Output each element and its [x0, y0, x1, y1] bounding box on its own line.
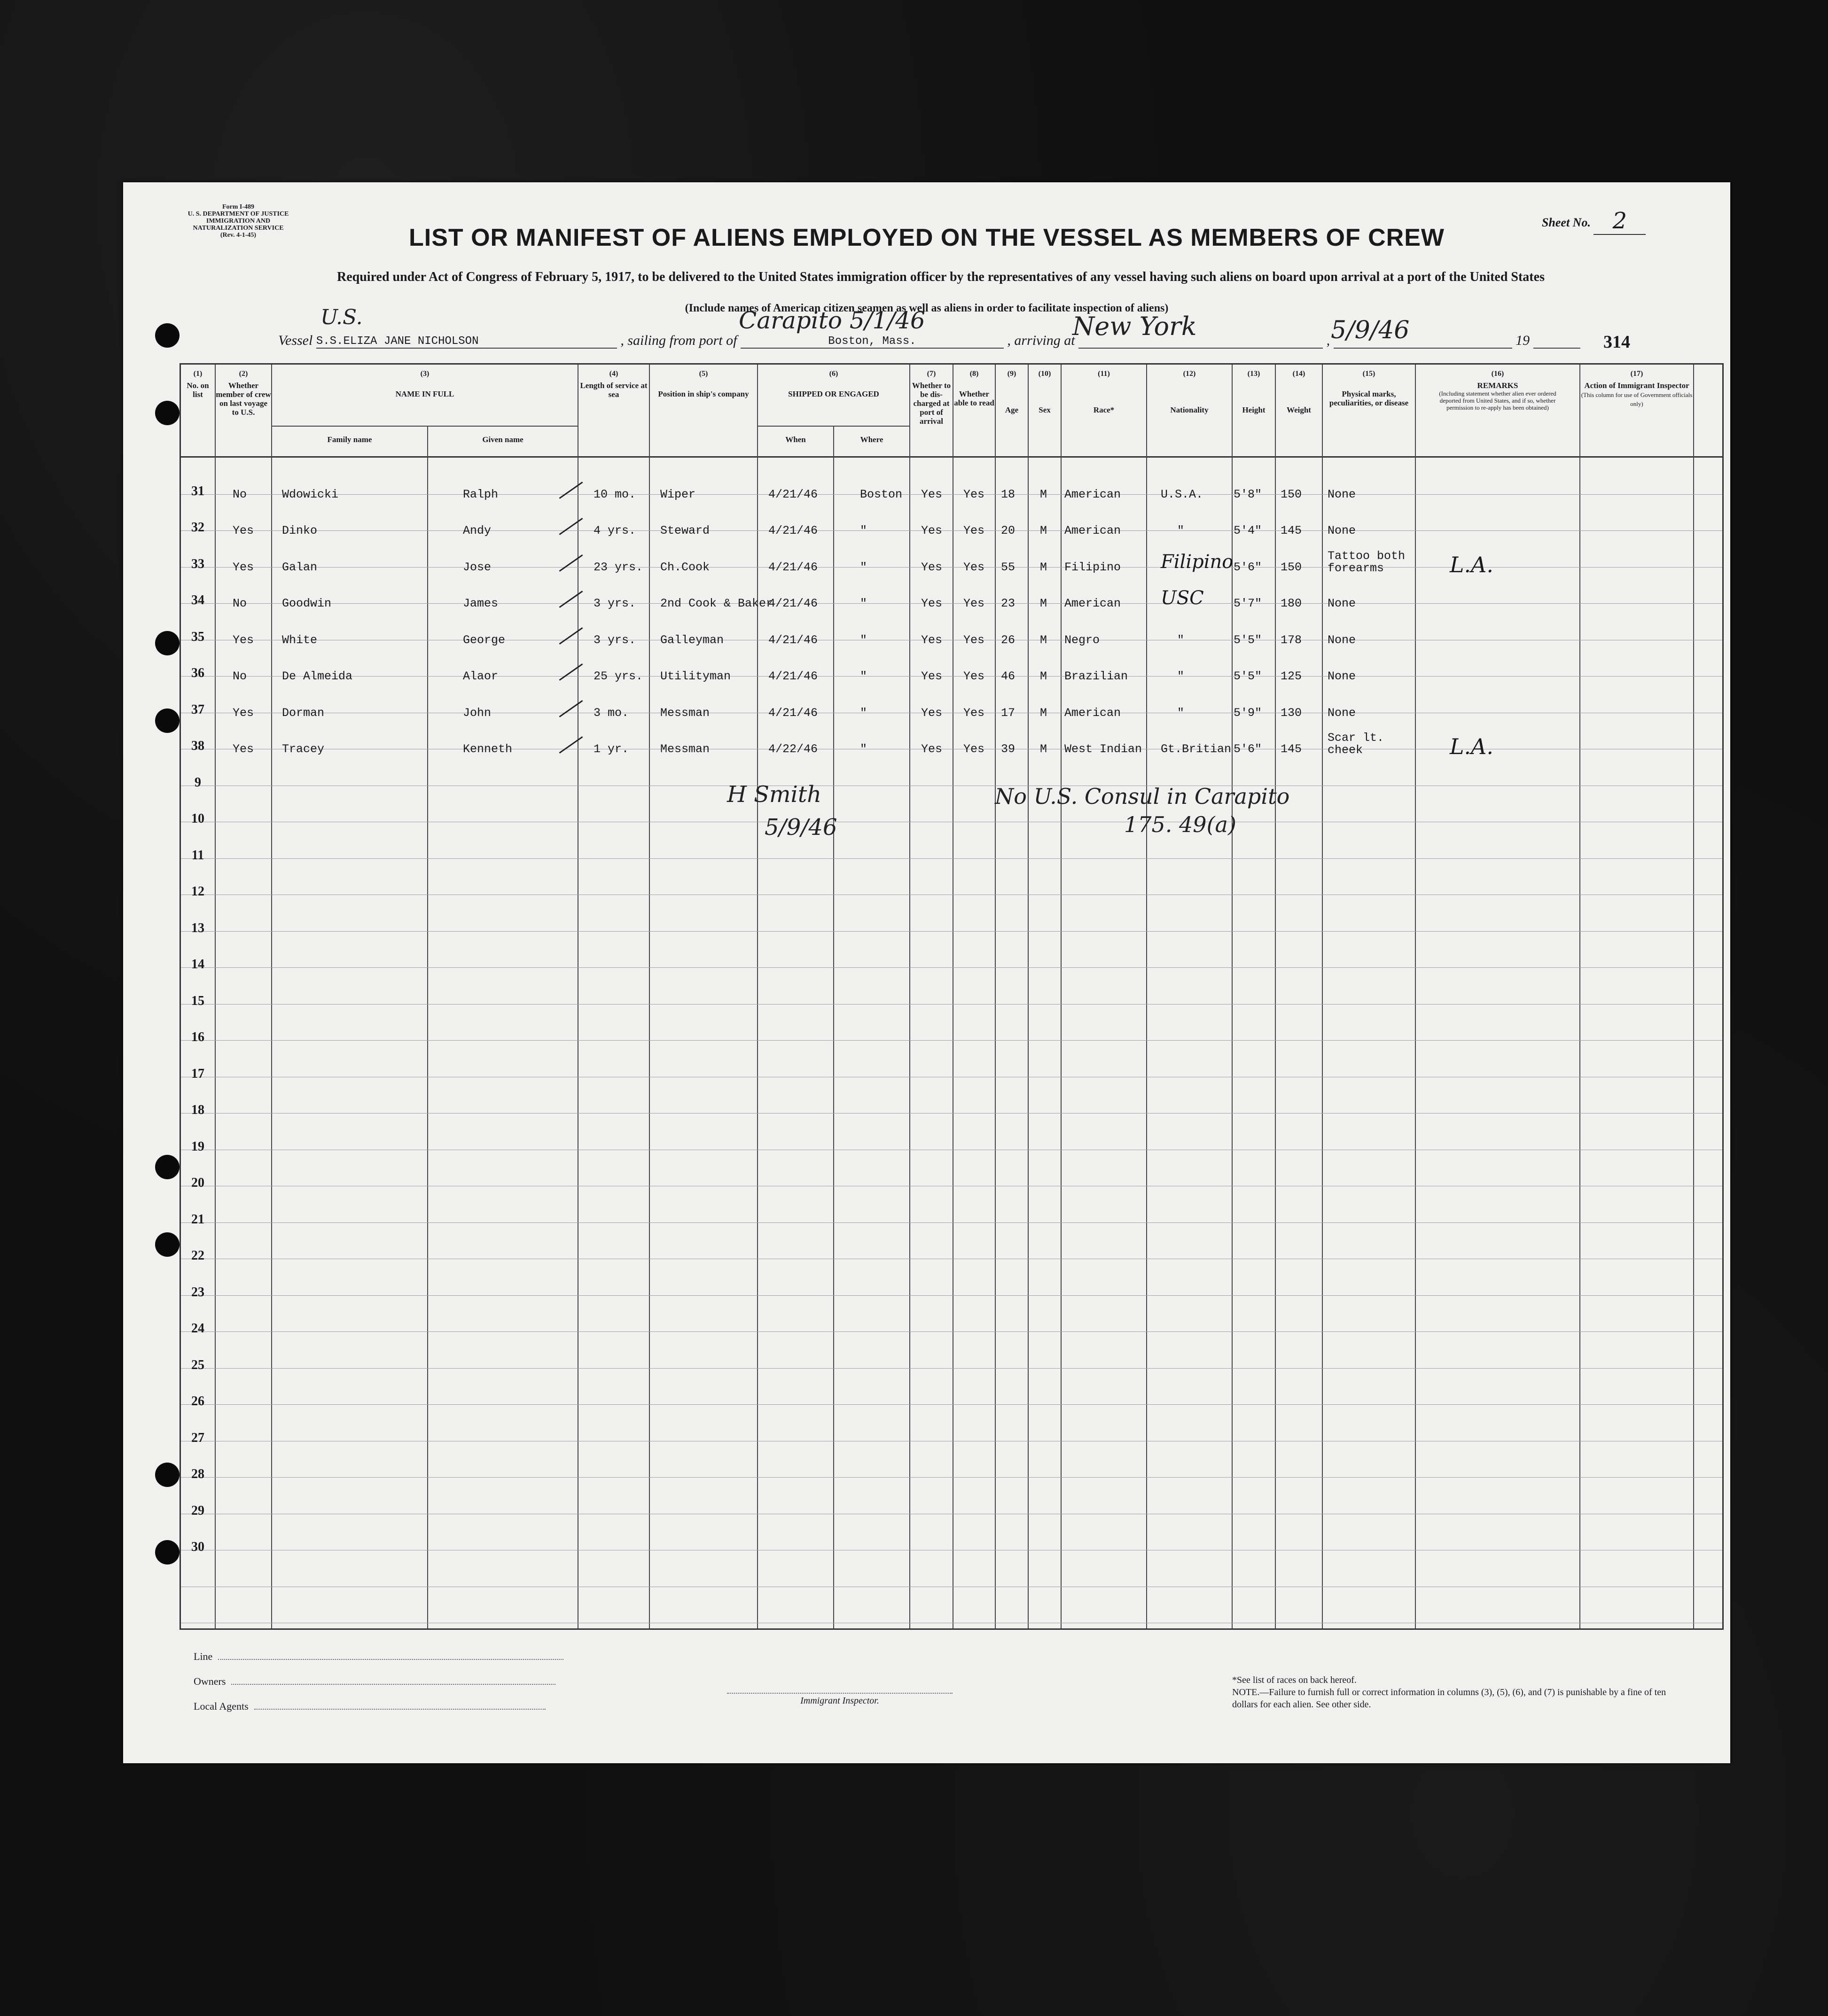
cell-nationality: U.S.A.	[1161, 487, 1203, 501]
cell-age: 55	[1001, 560, 1016, 574]
cell-age: 20	[1001, 524, 1016, 537]
cell-discharged: Yes	[921, 487, 943, 501]
header-physical-marks: (15) Physical marks, peculiarities, or disease	[1329, 370, 1409, 407]
cell-given-name: Ralph	[463, 487, 499, 501]
cell-race: American	[1064, 706, 1121, 720]
cell-physical-marks: Scar lt. cheek	[1328, 731, 1384, 757]
empty-row-number: 13	[191, 920, 204, 935]
punch-hole	[155, 631, 180, 655]
cell-sex: M	[1040, 633, 1047, 647]
punch-hole	[155, 323, 180, 348]
cell-family-name: Dorman	[282, 706, 325, 720]
ruled-line	[181, 1404, 1722, 1405]
empty-row-number: 12	[191, 884, 204, 899]
cell-service: 25 yrs.	[594, 669, 643, 683]
cell-position: Ch.Cook	[660, 560, 710, 574]
sheet-label: Sheet No.	[1541, 216, 1591, 229]
consul-reference: 175. 49(a)	[1124, 812, 1236, 837]
cell-position: Wiper	[660, 487, 696, 501]
arriving-label: , arriving at	[1007, 333, 1075, 348]
header-shipped: (6) SHIPPED OR ENGAGED	[788, 370, 879, 398]
subheader-divider	[757, 426, 909, 427]
arriving-port-handwritten: New York	[1072, 311, 1197, 341]
ruled-line	[181, 931, 1722, 932]
cell-when: 4/21/46	[768, 669, 818, 683]
cell-position: 2nd Cook & Baker	[660, 597, 773, 610]
ruled-line	[181, 494, 1722, 495]
empty-row-number: 17	[191, 1066, 204, 1081]
punch-hole	[155, 401, 180, 425]
cell-last-voyage: No	[233, 597, 247, 610]
cell-when: 4/21/46	[768, 706, 818, 720]
cell-race: Negro	[1064, 633, 1100, 647]
cell-weight: 178	[1281, 633, 1302, 647]
column-divider	[215, 365, 216, 1628]
cell-discharged: Yes	[921, 524, 943, 537]
punch-hole	[155, 1540, 180, 1565]
cell-weight: 130	[1281, 706, 1302, 720]
cell-height: 5'4"	[1234, 524, 1262, 537]
empty-row-number: 28	[191, 1467, 204, 1481]
header-last-voyage: (2) Whether member of crew on last voyage to U.S.	[216, 370, 271, 417]
cell-read: Yes	[963, 633, 985, 647]
empty-row-number: 24	[191, 1321, 204, 1336]
cell-discharged: Yes	[921, 742, 943, 756]
cell-height: 5'9"	[1234, 706, 1262, 720]
column-divider	[1322, 365, 1323, 1628]
cell-where: "	[860, 742, 867, 756]
cell-given-name: Jose	[463, 560, 492, 574]
cell-where: "	[860, 706, 867, 720]
cell-given-name: James	[463, 597, 499, 610]
cell-age: 46	[1001, 669, 1016, 683]
punch-hole	[155, 1463, 180, 1487]
header-remarks: (16) REMARKS (Including statement whether alien ever ordered deported from United States, and if so, whether permission to re-apply has been obtained)	[1439, 370, 1556, 411]
cell-race: Brazilian	[1064, 669, 1128, 683]
cell-family-name: Wdowicki	[282, 487, 339, 501]
cell-last-voyage: Yes	[233, 742, 254, 756]
cell-discharged: Yes	[921, 597, 943, 610]
revision: (Rev. 4-1-45)	[220, 232, 257, 239]
empty-row-number: 14	[191, 957, 204, 972]
cell-service: 10 mo.	[594, 487, 636, 501]
empty-row-number: 16	[191, 1030, 204, 1044]
cell-height: 5'5"	[1234, 633, 1262, 647]
date-handwritten: 5/9/46	[1331, 316, 1410, 344]
cell-physical-marks: None	[1328, 597, 1356, 610]
cell-last-voyage: Yes	[233, 706, 254, 720]
checkmark-icon	[559, 482, 583, 499]
cell-nationality: "	[1177, 669, 1185, 683]
cell-weight: 150	[1281, 560, 1302, 574]
year-label: 19	[1516, 333, 1530, 348]
sheet-value: 2	[1594, 208, 1646, 235]
subheader-divider	[271, 426, 578, 427]
cell-family-name: Tracey	[282, 742, 325, 756]
cell-last-voyage: Yes	[233, 524, 254, 537]
cell-service: 3 yrs.	[594, 633, 636, 647]
cell-position: Messman	[660, 706, 710, 720]
cell-last-voyage: Yes	[233, 633, 254, 647]
cell-discharged: Yes	[921, 706, 943, 720]
empty-row-number: 9	[195, 775, 201, 790]
cell-sex: M	[1040, 524, 1047, 537]
checkmark-icon	[559, 591, 583, 608]
cell-row-number: 31	[191, 483, 204, 498]
cell-where: "	[860, 524, 867, 537]
empty-row-number: 15	[191, 993, 204, 1008]
cell-height: 5'8"	[1234, 487, 1262, 501]
cell-family-name: De Almeida	[282, 669, 353, 683]
cell-given-name: Alaor	[463, 669, 499, 683]
cell-where: "	[860, 669, 867, 683]
cell-discharged: Yes	[921, 669, 943, 683]
cell-nationality: "	[1177, 524, 1185, 537]
consul-note: No U.S. Consul in Carapito	[995, 784, 1290, 809]
header-nationality: (12) Nationality	[1170, 370, 1209, 414]
column-divider	[1693, 365, 1694, 1628]
empty-row-number: 10	[191, 811, 204, 826]
cell-read: Yes	[963, 597, 985, 610]
cell-age: 26	[1001, 633, 1016, 647]
ruled-line	[181, 603, 1722, 604]
punch-hole	[155, 1232, 180, 1257]
column-divider	[995, 365, 996, 1628]
ruled-line	[181, 1040, 1722, 1041]
column-divider	[1275, 365, 1276, 1628]
cell-age: 39	[1001, 742, 1016, 756]
cell-weight: 125	[1281, 669, 1302, 683]
cell-read: Yes	[963, 487, 985, 501]
empty-row-number: 21	[191, 1212, 204, 1227]
header-race: (11) Race*	[1093, 370, 1115, 414]
footer-note	[1232, 1674, 1693, 1711]
vessel-field	[316, 332, 617, 349]
empty-row-number: 29	[191, 1503, 204, 1518]
header-name: (3) NAME IN FULL	[395, 370, 454, 398]
cell-age: 23	[1001, 597, 1016, 610]
cell-service: 4 yrs.	[594, 524, 636, 537]
cell-row-number: 32	[191, 520, 204, 535]
cell-last-voyage: No	[233, 487, 247, 501]
cell-row-number: 37	[191, 702, 204, 717]
checkmark-icon	[559, 518, 583, 535]
cell-weight: 145	[1281, 742, 1302, 756]
cell-sex: M	[1040, 742, 1047, 756]
cell-race: West Indian	[1064, 742, 1142, 756]
cell-sex: M	[1040, 487, 1047, 501]
sailing-port: Boston, Mass.	[828, 335, 916, 348]
header-where: Where	[860, 435, 883, 444]
header-age: (9) Age	[1005, 370, 1019, 414]
sailing-handwritten: Carapito 5/1/46	[739, 307, 925, 334]
cell-sex: M	[1040, 669, 1047, 683]
column-divider	[1146, 365, 1147, 1628]
inspector-signature: H Smith	[727, 781, 822, 808]
year-field	[1533, 332, 1580, 349]
empty-row-number: 19	[191, 1139, 204, 1154]
cell-remarks: L.A.	[1450, 552, 1494, 577]
cell-physical-marks: None	[1328, 524, 1356, 537]
empty-row-number: 25	[191, 1357, 204, 1372]
cell-race: American	[1064, 524, 1121, 537]
service-name: IMMIGRATION AND NATURALIZATION SERVICE	[193, 218, 284, 232]
header-when: When	[785, 435, 806, 444]
cell-age: 18	[1001, 487, 1016, 501]
cell-weight: 180	[1281, 597, 1302, 610]
form-number: Form I-489	[222, 203, 255, 210]
punch-hole	[155, 1155, 180, 1179]
empty-row-number: 11	[191, 848, 204, 863]
ruled-line	[181, 530, 1722, 531]
cell-given-name: George	[463, 633, 506, 647]
cell-nationality: "	[1177, 633, 1185, 647]
header-weight: (14) Weight	[1287, 370, 1311, 414]
footer-line: Line	[194, 1650, 563, 1663]
cell-service: 1 yr.	[594, 742, 629, 756]
cell-height: 5'6"	[1234, 742, 1262, 756]
cell-sex: M	[1040, 597, 1047, 610]
empty-row-number: 20	[191, 1175, 204, 1190]
cell-read: Yes	[963, 742, 985, 756]
page-title: LIST OR MANIFEST OF ALIENS EMPLOYED ON THE VESSEL AS MEMBERS OF CREW	[409, 224, 1445, 251]
column-divider	[1028, 365, 1029, 1628]
cell-family-name: Goodwin	[282, 597, 332, 610]
ruled-line	[181, 1477, 1722, 1478]
cell-given-name: John	[463, 706, 492, 720]
header-height: (13) Height	[1242, 370, 1266, 414]
footer-owners: Owners	[194, 1675, 555, 1688]
cell-nationality: USC	[1161, 587, 1204, 609]
cell-read: Yes	[963, 524, 985, 537]
ruled-line	[181, 1368, 1722, 1369]
cell-position: Utilityman	[660, 669, 731, 683]
cell-physical-marks: None	[1328, 706, 1356, 720]
department: U. S. DEPARTMENT OF JUSTICE	[187, 210, 289, 218]
column-divider	[271, 365, 272, 1628]
cell-row-number: 35	[191, 629, 204, 644]
column-divider	[1579, 365, 1580, 1628]
ruled-line	[181, 1331, 1722, 1332]
empty-row-number: 18	[191, 1103, 204, 1117]
vessel-line: Vessel S.S.ELIZA JANE NICHOLSON , sailing from port of Boston, Mass. , arriving at , 19	[278, 332, 1580, 349]
header-no: (1) No. on list	[187, 370, 209, 399]
cell-family-name: Dinko	[282, 524, 318, 537]
cell-row-number: 33	[191, 556, 204, 571]
cell-position: Messman	[660, 742, 710, 756]
cell-when: 4/21/46	[768, 487, 818, 501]
ruled-line	[181, 967, 1722, 968]
cell-when: 4/21/46	[768, 524, 818, 537]
column-divider	[427, 426, 428, 1628]
empty-row-number: 23	[191, 1284, 204, 1300]
sailing-label: , sailing from port of	[620, 333, 737, 348]
empty-row-number: 30	[191, 1540, 204, 1554]
cell-race: American	[1064, 597, 1121, 610]
stamp-number: 314	[1603, 332, 1630, 352]
cell-discharged: Yes	[921, 560, 943, 574]
cell-nationality: Filipino	[1161, 551, 1234, 573]
cell-when: 4/21/46	[768, 633, 818, 647]
header-family-name: Family name	[327, 435, 372, 444]
cell-row-number: 36	[191, 666, 204, 680]
column-divider	[833, 426, 834, 1628]
cell-where: Boston	[860, 487, 903, 501]
cell-weight: 145	[1281, 524, 1302, 537]
cell-remarks: L.A.	[1450, 734, 1494, 759]
cell-where: "	[860, 633, 867, 647]
column-divider	[1061, 365, 1062, 1628]
vessel-name: S.S.ELIZA JANE NICHOLSON	[316, 335, 479, 348]
punch-hole	[155, 708, 180, 733]
column-divider	[757, 365, 758, 1628]
cell-physical-marks: None	[1328, 487, 1356, 501]
header-length-service: (4) Length of service at sea	[580, 370, 648, 399]
checkmark-icon	[559, 736, 583, 754]
cell-height: 5'6"	[1234, 560, 1262, 574]
inspector-date: 5/9/46	[765, 814, 837, 841]
header-read: (8) Whether able to read	[954, 370, 994, 407]
vessel-handwritten: U.S.	[320, 305, 363, 329]
sailing-field	[741, 332, 1004, 349]
manifest-sheet	[123, 182, 1730, 1763]
empty-row-number: 27	[191, 1430, 204, 1445]
cell-read: Yes	[963, 706, 985, 720]
cell-position: Galleyman	[660, 633, 724, 647]
cell-family-name: Galan	[282, 560, 318, 574]
cell-nationality: "	[1177, 706, 1185, 720]
cell-physical-marks: None	[1328, 633, 1356, 647]
races-note: *See list of races on back hereof.	[1232, 1675, 1357, 1685]
header-sex: (10) Sex	[1038, 370, 1051, 414]
cell-family-name: White	[282, 633, 318, 647]
ruled-line	[181, 676, 1722, 677]
cell-height: 5'7"	[1234, 597, 1262, 610]
checkmark-icon	[559, 663, 583, 681]
cell-discharged: Yes	[921, 633, 943, 647]
crew-table	[180, 363, 1724, 1630]
cell-row-number: 38	[191, 739, 204, 753]
cell-position: Steward	[660, 524, 710, 537]
cell-age: 17	[1001, 706, 1016, 720]
cell-read: Yes	[963, 669, 985, 683]
cell-weight: 150	[1281, 487, 1302, 501]
cell-given-name: Kenneth	[463, 742, 513, 756]
cell-last-voyage: No	[233, 669, 247, 683]
cell-when: 4/21/46	[768, 597, 818, 610]
checkmark-icon	[559, 700, 583, 717]
cell-service: 23 yrs.	[594, 560, 643, 574]
cell-physical-marks: None	[1328, 669, 1356, 683]
ruled-line	[181, 1222, 1722, 1223]
inspector-signature-line: Immigrant Inspector.	[727, 1693, 953, 1706]
page-subtitle: Required under Act of Congress of February 5, 1917, to be delivered to the United States immigration officer by the representatives of any vessel having such aliens on board upon arrival at a port of the United States	[337, 270, 1545, 284]
column-divider	[909, 365, 910, 1628]
cell-race: Filipino	[1064, 560, 1121, 574]
cell-where: "	[860, 560, 867, 574]
cell-sex: M	[1040, 706, 1047, 720]
cell-row-number: 34	[191, 593, 204, 607]
page-subnote: (Include names of American citizen seamen as well as aliens in order to facilitate inspection of aliens)	[685, 302, 1169, 314]
empty-row-number: 22	[191, 1248, 204, 1263]
cell-physical-marks: Tattoo both forearms	[1328, 549, 1406, 575]
cell-sex: M	[1040, 560, 1047, 574]
header-discharged: (7) Whether to be dis-charged at port of arrival	[912, 370, 951, 426]
cell-given-name: Andy	[463, 524, 492, 537]
header-position: (5) Position in ship's company	[658, 370, 749, 398]
cell-when: 4/21/46	[768, 560, 818, 574]
ruled-line	[181, 858, 1722, 859]
header-action: (17) Action of Immigrant Inspector (This column for use of Government officials only)	[1581, 370, 1693, 407]
checkmark-icon	[559, 627, 583, 645]
penalty-note: NOTE.—Failure to furnish full or correct information in columns (3), (5), (6), and (7) is punishable by a fine of ten dollars for each alien. See other side.	[1232, 1687, 1666, 1710]
cell-nationality: Gt.Britian	[1161, 742, 1232, 756]
header-divider	[181, 456, 1722, 458]
cell-where: "	[860, 597, 867, 610]
cell-last-voyage: Yes	[233, 560, 254, 574]
vessel-label: Vessel	[278, 333, 313, 348]
cell-read: Yes	[963, 560, 985, 574]
ruled-line	[181, 1295, 1722, 1296]
column-divider	[649, 365, 650, 1628]
cell-when: 4/22/46	[768, 742, 818, 756]
checkmark-icon	[559, 554, 583, 572]
column-divider	[1415, 365, 1416, 1628]
cell-race: American	[1064, 487, 1121, 501]
footer-agents: Local Agents	[194, 1700, 546, 1712]
header-given-name: Given name	[482, 435, 523, 444]
empty-row-number: 26	[191, 1394, 204, 1409]
cell-service: 3 mo.	[594, 706, 629, 720]
cell-service: 3 yrs.	[594, 597, 636, 610]
cell-height: 5'5"	[1234, 669, 1262, 683]
